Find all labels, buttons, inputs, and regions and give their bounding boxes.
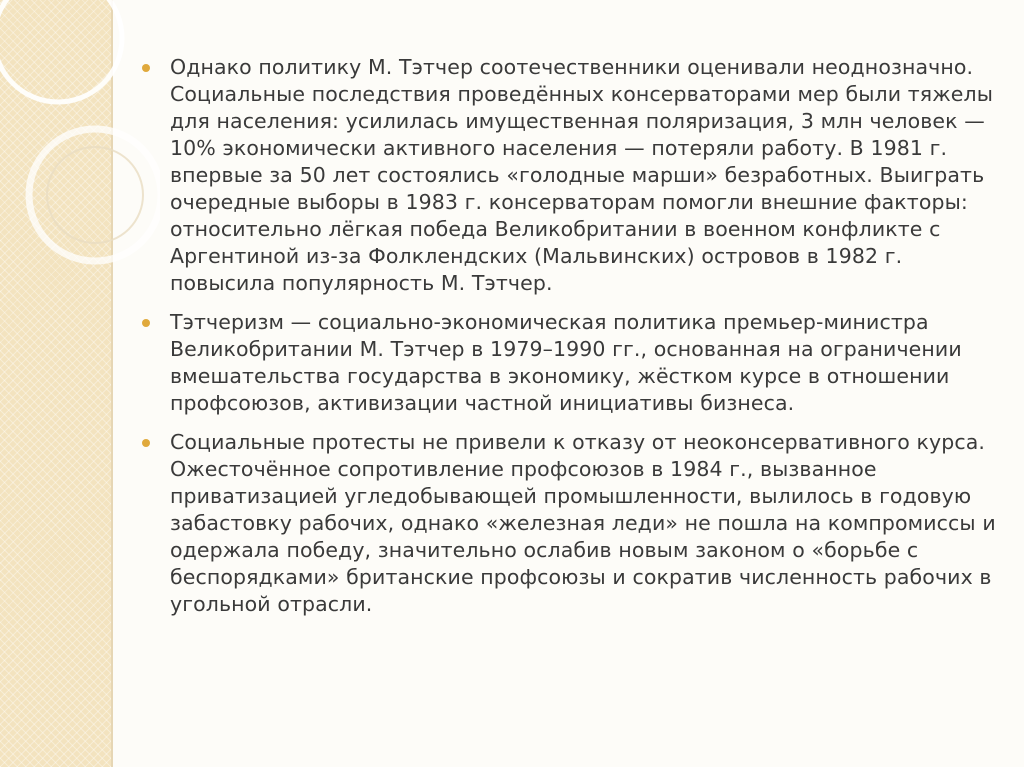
list-item — [140, 429, 1000, 618]
list-item — [140, 309, 1000, 417]
bullet-text: Социальные протесты не привели к отказу от неоконсервативного курса. Ожесточённое сопротивление профсоюзов в 1984 г., вызванное приватизацией угледобывающей промышленности, вылилось в годовую забастовку рабочих, однако «железная леди» не пошла на компромиссы и одержала победу, значительно ослабив новым законом о «борьбе с беспорядками» британские профсоюзы и сократив численность рабочих в угольной отрасли. — [170, 430, 996, 616]
bullet-text: Однако политику М. Тэтчер соотечественники оценивали неоднозначно. Социальные последствия проведённых консерваторами мер были тяжелы для населения: усилилась имущественная поляризация, 3 млн человек — 10% экономически активного населения — потеряли работу. В 1981 г. впервые за 50 лет состоялись «голодные марши» безработных. Выиграть очередные выборы в 1983 г. консерваторам помогли внешние факторы: относительно лёгкая победа Великобритании в военном конфликте с Аргентиной из-за Фолклендских (Мальвинских) островов в 1982 г. повысила популярность М. Тэтчер. — [170, 55, 993, 295]
bullet-text: Тэтчеризм — социально-экономическая политика премьер-министра Великобритании М. Тэтчер в 1979–1990 гг., основанная на ограничении вмешательства государства в экономику, жёстком курсе в отношении профсоюзов, активизации частной инициативы бизнеса. — [170, 310, 962, 415]
list-item — [140, 54, 1000, 297]
slide-content — [140, 54, 1000, 630]
bullet-list — [140, 54, 1000, 618]
decorative-circles — [0, 0, 160, 300]
bullet-dot-icon — [142, 64, 150, 72]
bullet-dot-icon — [142, 439, 150, 447]
bullet-dot-icon — [142, 319, 150, 327]
